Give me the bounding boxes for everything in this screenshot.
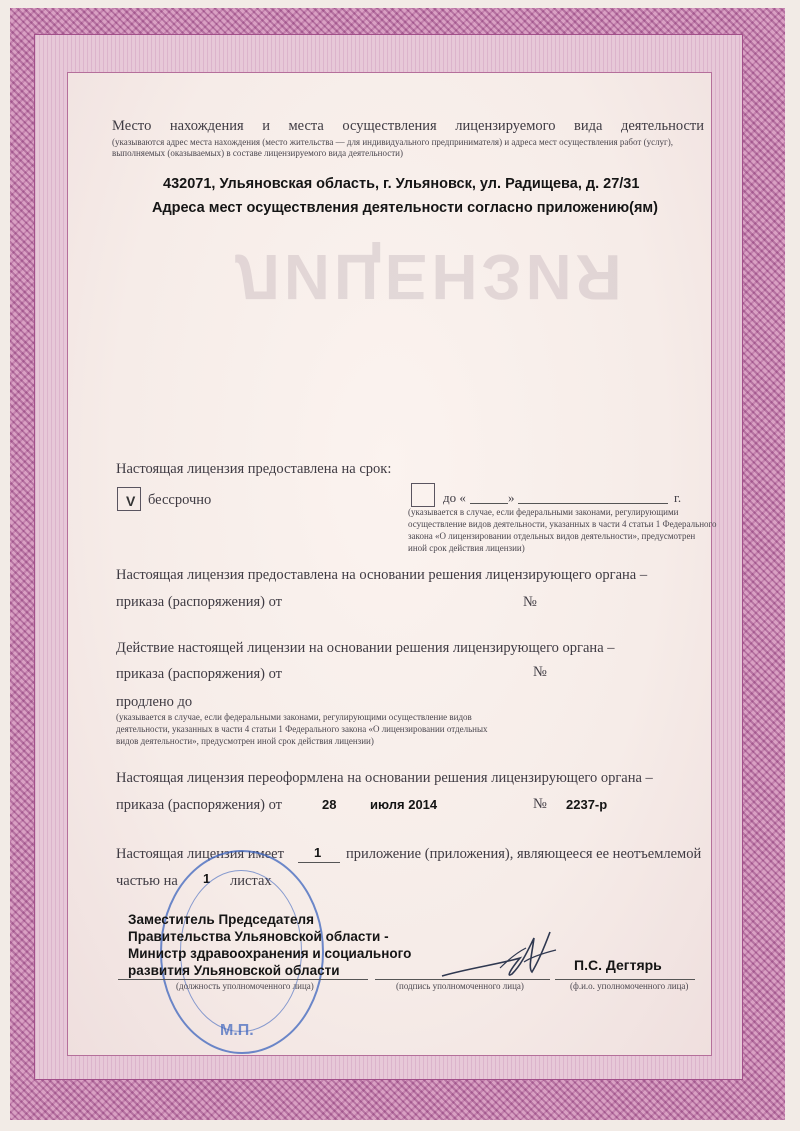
basis-number-sign: №	[523, 594, 537, 610]
term-note-line3: закона «О лицензировании отдельных видов деятельности», предусмотрен	[408, 531, 696, 541]
extension-note-line1: (указывается в случае, если федеральными законами, регулирующими осуществление видов	[116, 712, 472, 722]
seal-mark: М.П.	[220, 1022, 254, 1039]
address-text: 432071, Ульяновская область, г. Ульяновск, ул. Радищева, д. 27/31	[163, 176, 640, 192]
basis-line1: Настоящая лицензия предоставлена на основании решения лицензирующего органа –	[116, 567, 648, 583]
extension-line2: приказа (распоряжения) от	[116, 666, 282, 682]
bleed-through-watermark: ЛИЦЕНЗИЯ	[235, 241, 626, 313]
term-note-line1: (указывается в случае, если федеральными законами, регулирующими	[408, 507, 679, 517]
appendix-line1-prefix: Настоящая лицензия имеет	[116, 846, 284, 862]
until-month-line	[518, 503, 668, 504]
signer-title-line3: Министр здравоохранения и социального	[128, 946, 412, 961]
signature-caption: (подпись уполномоченного лица)	[396, 981, 524, 991]
appendix-sheet-count: 1	[203, 871, 211, 886]
reissue-line2: приказа (распоряжения) от	[116, 797, 282, 813]
until-prefix: до «	[443, 490, 466, 505]
basis-line2: приказа (распоряжения) от	[116, 594, 282, 610]
position-line	[118, 979, 368, 980]
reissue-number-sign: №	[533, 796, 547, 812]
until-suffix: г.	[674, 490, 682, 505]
signer-name: П.С. Дегтярь	[574, 957, 662, 973]
reissue-month-year: июля 2014	[370, 797, 438, 812]
signer-title-line1: Заместитель Председателя	[128, 912, 314, 927]
until-mid: »	[508, 490, 515, 505]
extension-note-line2: деятельности, указанных в части 4 статьи 1 Федерального закона «О лицензировании отдельных	[116, 724, 488, 734]
extension-note-line3: видов деятельности», предусмотрен иной срок действия лицензии)	[116, 736, 374, 746]
term-note-line4: иной срок действия лицензии)	[408, 543, 525, 553]
document-sheet	[67, 72, 712, 1056]
term-note-line2: осуществление видов деятельности, указанных в части 4 статьи 1 Федерального	[408, 519, 717, 529]
appendix-line1-suffix: приложение (приложения), являющееся ее неотъемлемой	[346, 846, 702, 862]
term-heading: Настоящая лицензия предоставлена на срок:	[116, 461, 392, 477]
activity-places-text: Адреса мест осуществления деятельности согласно приложению(ям)	[152, 200, 658, 216]
extension-line1: Действие настоящей лицензии на основании решения лицензирующего органа –	[116, 640, 615, 656]
name-caption: (ф.и.о. уполномоченного лица)	[570, 981, 689, 991]
extension-number-sign: №	[533, 664, 547, 680]
location-note-line1: (указываются адрес места нахождения (место жительства — для индивидуального предпринимателя) и адреса мест осуществления работ (услуг),	[112, 137, 673, 147]
handwritten-signature	[440, 928, 560, 984]
location-heading: Место нахождения и места осуществления лицензируемого вида деятельности	[112, 118, 704, 134]
reissue-order-number: 2237-р	[566, 797, 608, 812]
position-caption: (должность уполномоченного лица)	[176, 981, 314, 991]
indefinite-label: бессрочно	[148, 492, 212, 508]
appendix-count-line	[298, 862, 340, 863]
reissue-day: 28	[322, 797, 337, 812]
name-line	[555, 979, 695, 980]
appendix-line2-suffix: листах	[230, 873, 272, 889]
until-date-checkbox	[411, 483, 435, 507]
signer-title-line2: Правительства Ульяновской области -	[128, 929, 389, 944]
location-note-line2: выполняемых (оказываемых) в составе лицензируемого вида деятельности)	[112, 148, 403, 158]
until-day-line	[470, 503, 508, 504]
appendix-count: 1	[314, 845, 322, 860]
extension-line3: продлено до	[116, 694, 193, 710]
reissue-line1: Настоящая лицензия переоформлена на основании решения лицензирующего органа –	[116, 770, 653, 786]
check-mark: V	[126, 493, 136, 509]
signer-title-line4: развития Ульяновской области	[128, 963, 340, 978]
appendix-line2-prefix: частью на	[116, 873, 178, 889]
